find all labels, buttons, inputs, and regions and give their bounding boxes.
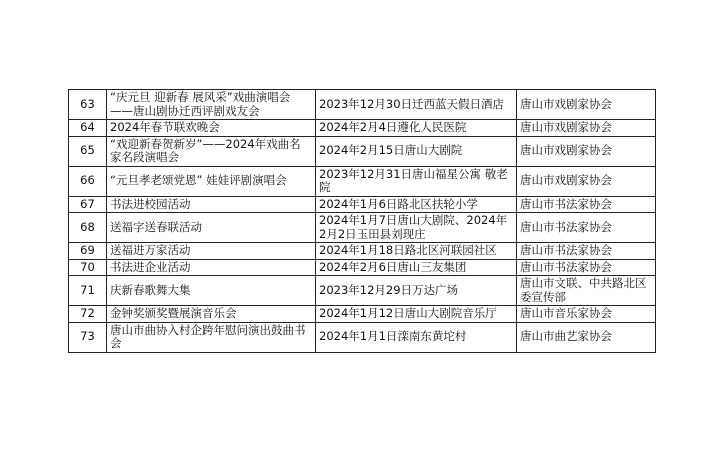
activity-organizer: 唐山市戏剧家协会 (517, 90, 656, 120)
activity-name: “庆元旦 迎新春 展风采”戏曲演唱会——唐山剧协迁西评剧戏友会 (107, 90, 316, 120)
table-row (69, 166, 656, 196)
activity-time-place: 2024年1月12日唐山大剧院音乐厅 (316, 306, 517, 323)
activity-time-place: 2024年2月15日唐山大剧院 (316, 136, 517, 166)
row-number: 70 (69, 259, 107, 276)
row-number: 69 (69, 243, 107, 260)
activity-name: 唐山市曲协入村企跨年慰问演出鼓曲书会 (107, 322, 316, 352)
activity-time-place: 2024年1月18日路北区河联园社区 (316, 243, 517, 260)
activity-name: 书法进校园活动 (107, 196, 316, 213)
row-number: 67 (69, 196, 107, 213)
activity-name: 金钟奖颁奖暨展演音乐会 (107, 306, 316, 323)
row-number: 66 (69, 166, 107, 196)
table-row (69, 120, 656, 137)
activity-name: “戏迎新春贺新岁”——2024年戏曲名家名段演唱会 (107, 136, 316, 166)
activity-organizer: 唐山市书法家协会 (517, 213, 656, 243)
table-row (69, 243, 656, 260)
activity-time-place: 2023年12月31日唐山福星公寓 敬老院 (316, 166, 517, 196)
table-row (69, 276, 656, 306)
activity-name: 庆新春歌舞大集 (107, 276, 316, 306)
row-number: 63 (69, 90, 107, 120)
activity-name: 送福进万家活动 (107, 243, 316, 260)
activity-organizer: 唐山市曲艺家协会 (517, 322, 656, 352)
row-number: 65 (69, 136, 107, 166)
table-row (69, 213, 656, 243)
activity-organizer: 唐山市音乐家协会 (517, 306, 656, 323)
table-row (69, 196, 656, 213)
activity-organizer: 唐山市书法家协会 (517, 196, 656, 213)
table-row (69, 306, 656, 323)
table-row (69, 322, 656, 352)
activity-name: 送福字送春联活动 (107, 213, 316, 243)
activity-time-place: 2024年2月6日唐山三友集团 (316, 259, 517, 276)
activity-time-place: 2024年1月6日路北区扶轮小学 (316, 196, 517, 213)
activity-organizer: 唐山市书法家协会 (517, 243, 656, 260)
activity-time-place: 2023年12月29日万达广场 (316, 276, 517, 306)
table-row (69, 259, 656, 276)
row-number: 73 (69, 322, 107, 352)
row-number: 71 (69, 276, 107, 306)
activity-name: “元旦孝老颂党恩” 娃娃评剧演唱会 (107, 166, 316, 196)
activity-time-place: 2024年1月1日滦南东黄坨村 (316, 322, 517, 352)
row-number: 64 (69, 120, 107, 137)
activity-table (68, 89, 656, 353)
row-number: 68 (69, 213, 107, 243)
table-row (69, 90, 656, 120)
activity-time-place: 2023年12月30日迁西蓝天假日酒店 (316, 90, 517, 120)
activity-organizer: 唐山市书法家协会 (517, 259, 656, 276)
activity-name: 2024年春节联欢晚会 (107, 120, 316, 137)
activity-organizer: 唐山市戏剧家协会 (517, 136, 656, 166)
activity-time-place: 2024年2月4日遵化人民医院 (316, 120, 517, 137)
activity-organizer: 唐山市戏剧家协会 (517, 120, 656, 137)
activity-time-place: 2024年1月7日唐山大剧院、2024年2月2日玉田县刘现庄 (316, 213, 517, 243)
activity-organizer: 唐山市戏剧家协会 (517, 166, 656, 196)
table-row (69, 136, 656, 166)
row-number: 72 (69, 306, 107, 323)
activity-organizer: 唐山市文联、中共路北区委宣传部 (517, 276, 656, 306)
activity-name: 书法进企业活动 (107, 259, 316, 276)
